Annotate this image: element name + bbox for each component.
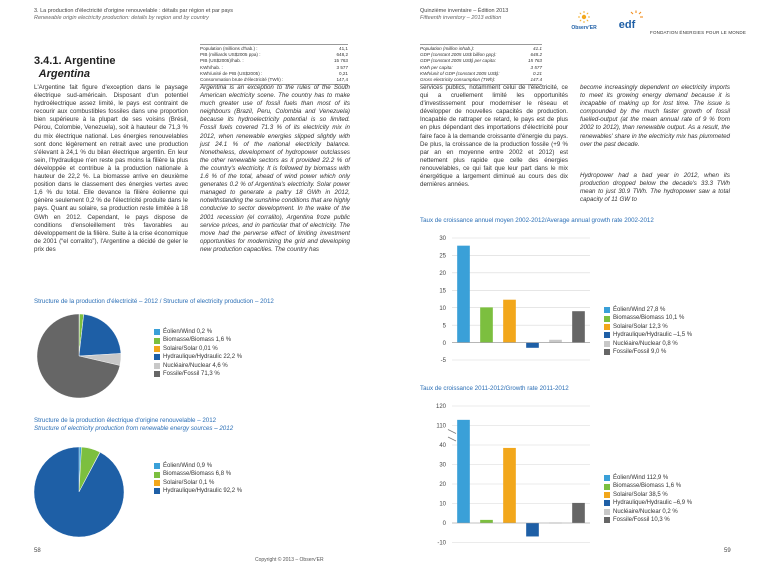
- bar: [549, 340, 562, 343]
- bar: [457, 420, 470, 523]
- bar1-legend-item: Biomasse/Biomass 10,1 %: [604, 314, 692, 322]
- pie1-title: Structure de la production d'électricité – 2012 / Structure of electricity production – 2012: [34, 298, 274, 305]
- info-row: Gross electricity consumption (TWh): 147.4: [420, 77, 542, 83]
- bar2-legend-item: Solaire/Solar 38,5 %: [604, 491, 692, 499]
- y-tick-label: 10: [439, 305, 446, 312]
- y-tick-label: 10: [439, 501, 446, 508]
- y-tick-label: 30: [439, 236, 446, 243]
- bar: [503, 300, 516, 343]
- body-text-fr-col3: services publics, notamment celui de l'électricité, ce qui a cruellement limité les opportunités d'investissement pour moderniser le réseau et développer de nouvelles capacités de production. Incapable de rattraper ce retard, le pays est de plus en plus dépendant des importations d'électricité pour faire face à la demande croissante d'énergie du pays. De plus, la croissance de la production fossile (+9 % par an en moyenne entre 2002 et 2012) est nettement plus rapide que celle des énergies renouvelables, ce qui fait que leur part dans le mix énergétique a largement diminué au cours des dix dernières années.: [420, 84, 568, 189]
- pie1-legend: [154, 328, 242, 378]
- bar2-legend-item: Hydraulique/Hydraulic –6,9 %: [604, 499, 692, 507]
- legend-swatch: [154, 371, 160, 377]
- observer-logo-mark: [567, 10, 601, 30]
- bar1-legend: [604, 306, 692, 356]
- info-row: Population (million inhab.): 41.1: [420, 46, 542, 51]
- legend-swatch: [604, 349, 610, 355]
- y-tick-label: 110: [436, 423, 446, 430]
- info-box-en: [420, 44, 542, 85]
- bar2-legend: [604, 474, 692, 524]
- section-country: Argentina: [38, 68, 90, 80]
- legend-swatch: [154, 338, 160, 344]
- legend-swatch: [604, 316, 610, 322]
- info-row: KWh/unit of GDP (constant 2005 US$): 0.21: [420, 70, 542, 76]
- pie1-legend-item: Solaire/Solar 0,01 %: [154, 345, 242, 353]
- body-text-en-col2: Argentina is an exception to the rules of the South American electricity scene. The country has to make much greater use of fossil fuels than most of its neighbours (Brazil, Peru, Colombia and Venezuela) because its hydroelectricity potential is so limited. Fossil fuels covered 71.3 % of its electricity mix in 2012, when renewable energies slipped slightly with just 24.1 % of the national electricity balance. Nonetheless, development of hydropower outclasses the other renewable sectors as it provided 22.2 % of the country's electricity. It is followed by biomass with 1.6 % of the total, ahead of wind power which only generates 0.2 % of Argentina's electricity. Solar power managed to generate a paltry 18 GWh in 2012, notwithstanding the sunshine conditions that are highly conducive to sector development. In the wake of the 2001 recession (el corralito), Argentina froze public service prices, and in particular that of electricity. The move had the perverse effect of limiting investment opportunities for modernizing the grid and developing new production capacities. The country has: [200, 84, 350, 253]
- bar: [526, 523, 539, 536]
- legend-swatch: [154, 488, 160, 494]
- info-row: GDP (constant 2005 US$ billion ppp): 648.2: [420, 52, 542, 58]
- y-tick-label: 5: [442, 323, 446, 330]
- legend-swatch: [154, 346, 160, 352]
- pie1-legend-item: Hydraulique/Hydraulic 22,2 %: [154, 353, 242, 361]
- bar1-title: Taux de croissance annuel moyen 2002-2012/Average annual growth rate 2002-2012: [420, 217, 654, 224]
- header-right-en: Fifteenth inventory – 2013 edition: [420, 15, 502, 21]
- section-title: [34, 55, 116, 81]
- pie1-legend-item: Éolien/Wind 0,2 %: [154, 328, 242, 336]
- pie1-chart: [34, 312, 134, 402]
- header-left-en: Renewable origin electricity production: details by region and by country: [34, 15, 209, 21]
- axis-break-mark: [448, 430, 456, 434]
- info-row: Population (millions d'hab.) : 41,1: [200, 46, 348, 51]
- pie-slice: [79, 314, 121, 356]
- observer-logo: [567, 10, 601, 35]
- bar2-legend-item: Biomasse/Biomass 1,6 %: [604, 482, 692, 490]
- legend-swatch: [154, 329, 160, 335]
- bar: [480, 520, 493, 523]
- y-tick-label: 40: [439, 443, 446, 450]
- info-row: KWh per capita: 3 577: [420, 64, 542, 70]
- info-row: PIB (milliards US$2005 ppa) : 648,2: [200, 52, 348, 58]
- y-tick-label: 20: [439, 482, 446, 489]
- body-text-en-col4a: become increasingly dependent on electricity imports to meet its growing energy demand because it is incapable of making up for lost time. The issue is compounded by the much faster growth of fossil fuelled-output (at the mean annual rate of 9 % from 2002 to 2012), than renewable output. As a result, the renewables' share in the electricity mix has plummeted over the past decade.: [580, 84, 730, 148]
- legend-swatch: [604, 492, 610, 498]
- bar: [526, 343, 539, 348]
- bar1-legend-item: Hydraulique/Hydraulic –1,5 %: [604, 331, 692, 339]
- pie2-legend-item: Hydraulique/Hydraulic 92,2 %: [154, 487, 242, 495]
- bar1-legend-item: Solaire/Solar 12,3 %: [604, 323, 692, 331]
- section-number: 3.4.1. Argentine: [34, 55, 116, 67]
- bar1-chart: [420, 232, 600, 367]
- pie1-legend-item: Biomasse/Biomass 1,6 %: [154, 336, 242, 344]
- pie2-title: [34, 417, 364, 433]
- pie2-legend-item: Éolien/Wind 0,9 %: [154, 462, 242, 470]
- observer-logo-text: Observ'ER: [571, 25, 597, 30]
- edf-logo: [614, 10, 644, 35]
- y-tick-label: -10: [437, 540, 446, 547]
- bar1-legend-item: Nucléaire/Nuclear 0,8 %: [604, 340, 692, 348]
- legend-swatch: [154, 463, 160, 469]
- info-row: KWh/unité de PIB (US$2005) : 0,21: [200, 70, 348, 76]
- y-tick-label: 15: [439, 288, 446, 295]
- y-tick-label: 0: [442, 340, 446, 347]
- pie2-chart: [34, 440, 134, 550]
- bar: [572, 503, 585, 523]
- fondation-logo-text: FONDATION ÉNERGIES POUR LE MONDE: [650, 30, 747, 35]
- legend-swatch: [604, 517, 610, 523]
- bar2-title: Taux de croissance 2011-2012/Growth rate 2011-2012: [420, 385, 569, 392]
- pie2-legend-item: Biomasse/Biomass 6,8 %: [154, 470, 242, 478]
- legend-swatch: [604, 307, 610, 313]
- page-number-right: 59: [724, 548, 731, 554]
- bar2-legend-item: Éolien/Wind 112,9 %: [604, 474, 692, 482]
- bar2-legend-item: Fossile/Fossil 10,3 %: [604, 516, 692, 524]
- bar: [572, 311, 585, 342]
- legend-swatch: [604, 324, 610, 330]
- info-row: PIB (US$2005)/hab. : 15 763: [200, 58, 348, 64]
- y-tick-label: 25: [439, 253, 446, 260]
- bar2-legend-item: Nucléaire/Nuclear 0,2 %: [604, 508, 692, 516]
- y-tick-label: -5: [440, 358, 446, 365]
- edf-logo-text: edf: [618, 19, 636, 30]
- header-right-fr: Quinzième inventaire – Édition 2013: [420, 8, 509, 14]
- legend-swatch: [154, 354, 160, 360]
- running-header-right: [420, 8, 508, 22]
- pie2-legend: [154, 462, 242, 496]
- y-tick-label: 120: [435, 404, 446, 411]
- bar2-chart: [420, 398, 600, 558]
- pie1-legend-item: Fossile/Fossil 71,3 %: [154, 370, 242, 378]
- pie2-legend-item: Solaire/Solar 0,1 %: [154, 479, 242, 487]
- bar: [503, 448, 516, 523]
- info-row: Consommation brute d'électricité (TWh) : 147,4: [200, 77, 348, 83]
- info-row: GDP (constant 2005 US$) per capita: 15 763: [420, 58, 542, 64]
- axis-break-mark: [448, 437, 456, 441]
- legend-swatch: [604, 341, 610, 347]
- info-row: KWh/hab. : 3 577: [200, 64, 348, 70]
- y-tick-label: 0: [442, 521, 446, 528]
- y-tick-label: 20: [439, 271, 446, 278]
- bar1-legend-item: Fossile/Fossil 9,0 %: [604, 348, 692, 356]
- y-tick-label: 30: [439, 462, 446, 469]
- edf-logo-mark: [614, 10, 644, 30]
- body-text-en-col4b: Hydropower had a bad year in 2012, when its production dropped below the decade's 33.3 TWh mean to just 30.9 TWh. The hydropower saw a total capacity of 11 GW to: [580, 172, 730, 204]
- bar: [457, 246, 470, 343]
- header-left-fr: 3. La production d'électricité d'origine renouvelable : détails par région et par pays: [34, 8, 233, 14]
- pie-slice: [34, 447, 124, 537]
- legend-swatch: [604, 500, 610, 506]
- bar1-legend-item: Éolien/Wind 27,8 %: [604, 306, 692, 314]
- legend-swatch: [604, 484, 610, 490]
- pie2-title-fr: Structure de la production électrique d'origine renouvelable – 2012: [34, 417, 217, 424]
- legend-swatch: [604, 509, 610, 515]
- legend-swatch: [154, 363, 160, 369]
- bar: [480, 307, 493, 342]
- page-number-left: 58: [34, 548, 41, 554]
- legend-swatch: [154, 480, 160, 486]
- pie2-title-en: Structure of electricity production from renewable energy sources – 2012: [34, 425, 234, 432]
- legend-swatch: [604, 332, 610, 338]
- copyright: Copyright © 2013 – Observ'ER: [255, 557, 324, 563]
- legend-swatch: [604, 475, 610, 481]
- info-box-fr: [200, 44, 348, 85]
- running-header-left: [34, 8, 233, 22]
- body-text-fr-col1: L'Argentine fait figure d'exception dans le paysage électrique sud-américain. Disposant d'un potentiel hydroélectrique assez limité, le pays est contraint de recourir aux combustibles fossiles dans une proportion bien supérieure à la plupart de ses voisins (Brésil, Pérou, Colombie, Venezuela), soit à hauteur de 71,3 % du mix électrique national. Les énergies renouvelables sont donc légèrement en retrait avec une production s'élevant à 24,1 % du bilan électrique argentin. En leur sein, l'hydraulique n'en reste pas moins la filière la plus développée et contribue à la production nationale à hauteur de 22,2 %. La biomasse arrive en deuxième position dans le classement des énergies vertes avec 1,6 % du total. Elle devance la filière éolienne qui génère seulement 0,2 % de l'électricité produite dans le pays. Quant au solaire, sa production reste limitée à 18 GWh en 2012. Cependant, le pays dispose de conditions d'ensoleillement très favorables au développement de la filière. Suite à la crise économique de 2001 (“el corralito”), l'Argentine a décidé de geler le prix des: [34, 84, 188, 253]
- legend-swatch: [154, 472, 160, 478]
- pie1-legend-item: Nucléaire/Nuclear 4,6 %: [154, 362, 242, 370]
